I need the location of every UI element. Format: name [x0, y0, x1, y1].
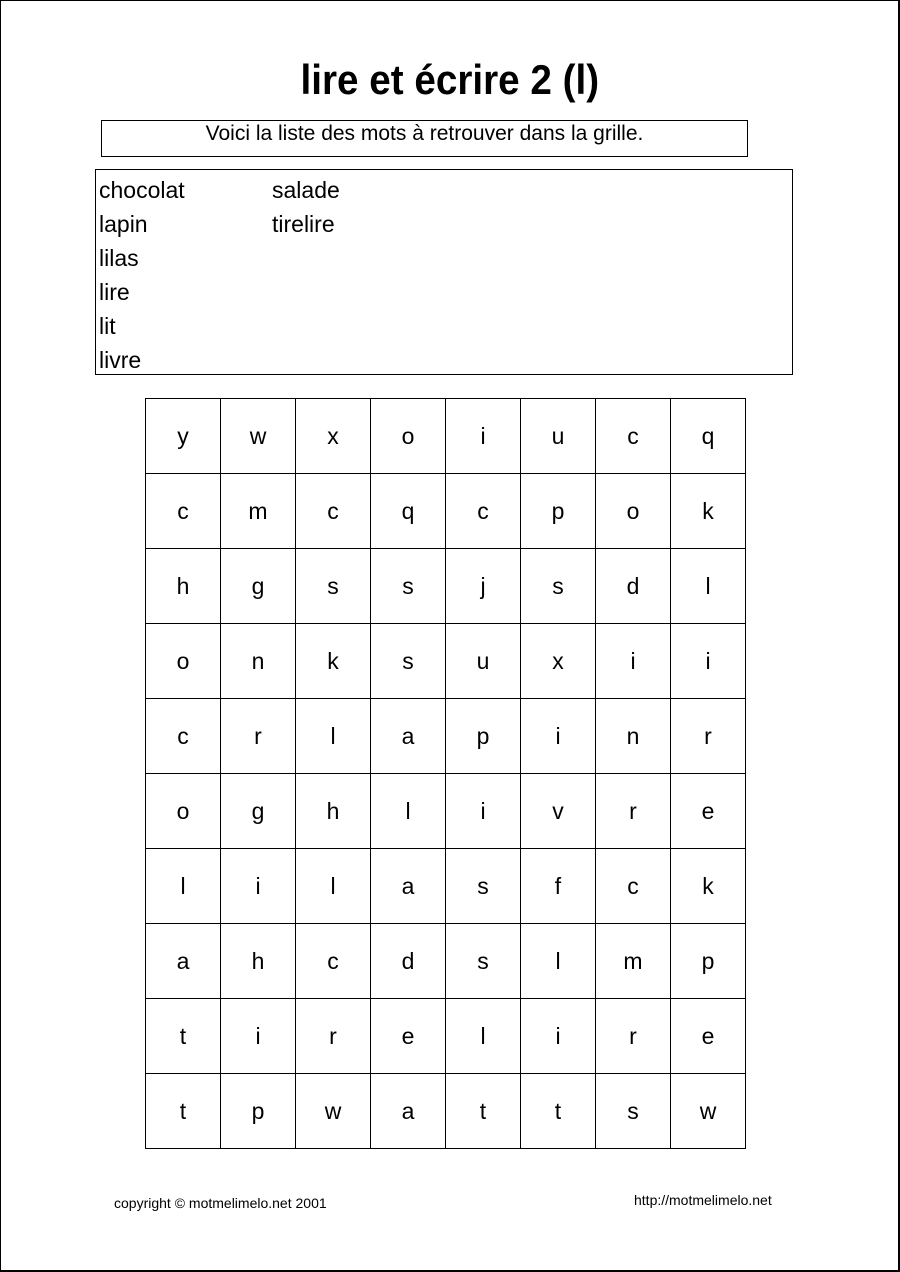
grid-cell[interactable]: h	[296, 774, 371, 849]
grid-cell[interactable]: l	[296, 699, 371, 774]
grid-cell[interactable]: s	[296, 549, 371, 624]
grid-cell[interactable]: p	[671, 924, 746, 999]
grid-cell[interactable]: a	[371, 699, 446, 774]
grid-cell[interactable]: n	[221, 624, 296, 699]
grid-cell[interactable]: r	[296, 999, 371, 1074]
copyright-notice: copyright © motmelimelo.net 2001	[114, 1195, 327, 1211]
grid-cell[interactable]: n	[596, 699, 671, 774]
grid-cell[interactable]: m	[596, 924, 671, 999]
grid-cell[interactable]: c	[446, 474, 521, 549]
grid-cell[interactable]: q	[671, 399, 746, 474]
grid-cell[interactable]: r	[221, 699, 296, 774]
word-list-item: lapin	[99, 211, 148, 237]
word-list-box	[95, 169, 793, 375]
grid-cell[interactable]: h	[146, 549, 221, 624]
grid-cell[interactable]: f	[521, 849, 596, 924]
grid-cell[interactable]: i	[596, 624, 671, 699]
word-list-item: lire	[99, 279, 130, 305]
grid-cell[interactable]: q	[371, 474, 446, 549]
word-list-item: chocolat	[99, 177, 185, 203]
grid-cell[interactable]: k	[296, 624, 371, 699]
word-list-item: lit	[99, 313, 116, 339]
grid-cell[interactable]: a	[146, 924, 221, 999]
grid-cell[interactable]: p	[446, 699, 521, 774]
grid-cell[interactable]: k	[671, 849, 746, 924]
grid-cell[interactable]: j	[446, 549, 521, 624]
grid-cell[interactable]: e	[371, 999, 446, 1074]
grid-cell[interactable]: y	[146, 399, 221, 474]
grid-cell[interactable]: r	[671, 699, 746, 774]
grid-cell[interactable]: t	[521, 1074, 596, 1149]
grid-cell[interactable]: r	[596, 774, 671, 849]
grid-cell[interactable]: s	[446, 924, 521, 999]
grid-cell[interactable]: i	[446, 399, 521, 474]
grid-cell[interactable]: c	[296, 474, 371, 549]
grid-cell[interactable]: o	[146, 774, 221, 849]
word-list-item: lilas	[99, 245, 139, 271]
grid-row	[146, 924, 746, 999]
grid-cell[interactable]: d	[371, 924, 446, 999]
grid-cell[interactable]: s	[446, 849, 521, 924]
grid-cell[interactable]: l	[146, 849, 221, 924]
grid-cell[interactable]: p	[221, 1074, 296, 1149]
grid-cell[interactable]: a	[371, 1074, 446, 1149]
grid-cell[interactable]: c	[146, 474, 221, 549]
grid-cell[interactable]: i	[221, 849, 296, 924]
grid-cell[interactable]: s	[371, 624, 446, 699]
grid-cell[interactable]: k	[671, 474, 746, 549]
grid-cell[interactable]: v	[521, 774, 596, 849]
grid-cell[interactable]: s	[521, 549, 596, 624]
grid-cell[interactable]: i	[446, 774, 521, 849]
grid-row	[146, 399, 746, 474]
grid-cell[interactable]: g	[221, 774, 296, 849]
grid-cell[interactable]: l	[521, 924, 596, 999]
grid-cell[interactable]: i	[671, 624, 746, 699]
grid-cell[interactable]: t	[146, 1074, 221, 1149]
letter-grid	[145, 398, 746, 1149]
grid-cell[interactable]: h	[221, 924, 296, 999]
grid-cell[interactable]: c	[146, 699, 221, 774]
grid-row	[146, 624, 746, 699]
grid-cell[interactable]: l	[371, 774, 446, 849]
word-list-item: livre	[99, 347, 142, 373]
page-title: lire et écrire 2 (l)	[300, 56, 600, 103]
word-list-item: tirelire	[272, 211, 335, 237]
grid-cell[interactable]: i	[521, 999, 596, 1074]
grid-cell[interactable]: l	[446, 999, 521, 1074]
grid-cell[interactable]: w	[671, 1074, 746, 1149]
grid-row	[146, 999, 746, 1074]
grid-cell[interactable]: l	[296, 849, 371, 924]
instructions-box: Voici la liste des mots à retrouver dans la grille.	[101, 120, 748, 157]
grid-cell[interactable]: x	[296, 399, 371, 474]
grid-cell[interactable]: d	[596, 549, 671, 624]
grid-cell[interactable]: c	[596, 849, 671, 924]
grid-cell[interactable]: o	[371, 399, 446, 474]
grid-cell[interactable]: w	[221, 399, 296, 474]
grid-cell[interactable]: i	[521, 699, 596, 774]
grid-cell[interactable]: p	[521, 474, 596, 549]
word-list-item: salade	[272, 177, 340, 203]
grid-row	[146, 474, 746, 549]
grid-cell[interactable]: s	[596, 1074, 671, 1149]
grid-cell[interactable]: u	[446, 624, 521, 699]
grid-row	[146, 774, 746, 849]
grid-cell[interactable]: m	[221, 474, 296, 549]
grid-cell[interactable]: x	[521, 624, 596, 699]
grid-cell[interactable]: t	[446, 1074, 521, 1149]
grid-cell[interactable]: w	[296, 1074, 371, 1149]
grid-cell[interactable]: o	[596, 474, 671, 549]
grid-cell[interactable]: e	[671, 774, 746, 849]
grid-cell[interactable]: a	[371, 849, 446, 924]
grid-cell[interactable]: t	[146, 999, 221, 1074]
grid-row	[146, 1074, 746, 1149]
grid-cell[interactable]: c	[596, 399, 671, 474]
grid-cell[interactable]: u	[521, 399, 596, 474]
grid-cell[interactable]: i	[221, 999, 296, 1074]
grid-row	[146, 699, 746, 774]
grid-row	[146, 549, 746, 624]
grid-cell[interactable]: e	[671, 999, 746, 1074]
grid-cell[interactable]: l	[671, 549, 746, 624]
grid-cell[interactable]: r	[596, 999, 671, 1074]
grid-cell[interactable]: c	[296, 924, 371, 999]
grid-cell[interactable]: s	[371, 549, 446, 624]
grid-row	[146, 849, 746, 924]
grid-cell[interactable]: g	[221, 549, 296, 624]
grid-cell[interactable]: o	[146, 624, 221, 699]
site-url: http://motmelimelo.net	[634, 1192, 772, 1208]
